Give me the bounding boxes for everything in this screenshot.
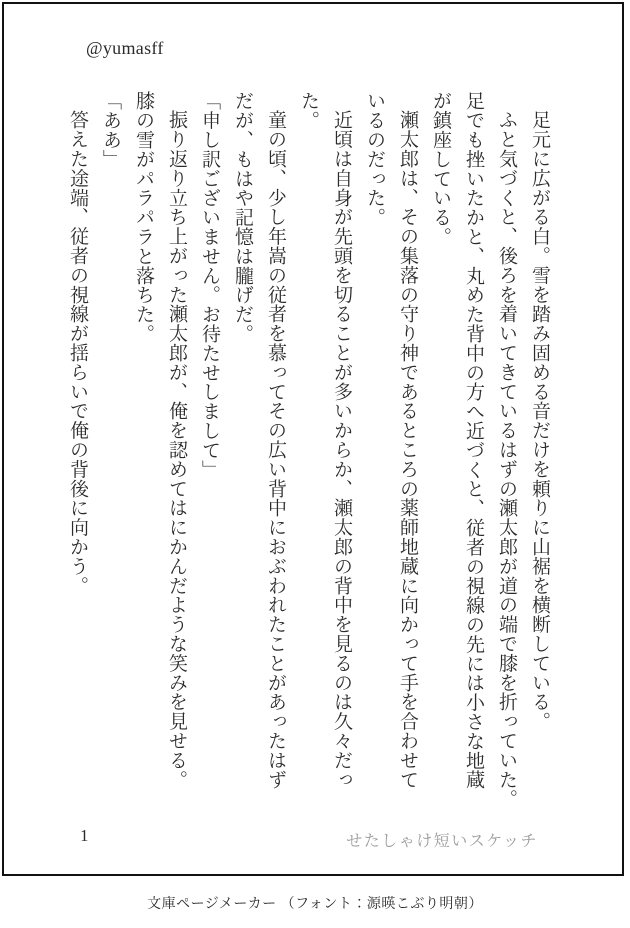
author-handle: @yumasff — [86, 38, 164, 58]
text-column: 「ああ」 — [100, 91, 121, 169]
text-column: 瀬太郎は、その集落の守り神であるところの薬師地蔵に向かって手を合わせて — [397, 110, 418, 789]
text-column: 足でも挫いたかと、丸めた背中の方へ近づくと、従者の視線の先には小さな地蔵 — [463, 91, 484, 790]
page-number: 1 — [80, 826, 89, 845]
text-body — [4, 4, 622, 874]
text-column: 足元に広がる白。雪を踏み固める音だけを頼りに山裾を横断している。 — [529, 110, 550, 731]
page-border-frame — [2, 2, 624, 876]
story-title: せたしゃけ短いスケッチ — [346, 833, 538, 850]
text-column: 振り返り立ち上がった瀬太郎が、俺を認めてはにかんだような笑みを見せる。 — [166, 110, 187, 789]
text-column: 「申し訳ございません。お待たせしまして」 — [199, 91, 220, 479]
text-column: が鎮座している。 — [430, 91, 451, 247]
text-column: た。 — [298, 91, 319, 130]
text-column: 答えた途端、従者の視線が揺らいで俺の背後に向かう。 — [67, 110, 88, 595]
generator-credit: 文庫ページメーカー （フォント：源暎こぶり明朝） — [147, 897, 483, 912]
text-column: 童の頃、少し年嵩の従者を慕ってその広い背中におぶわれたことがあったはず — [265, 110, 286, 789]
text-column: 膝の雪がパラパラと落ちた。 — [133, 91, 154, 344]
text-column: いるのだった。 — [364, 91, 385, 227]
text-column: ふと気づくと、後ろを着いてきているはずの瀬太郎が道の端で膝を折っていた。 — [496, 110, 517, 809]
text-column: 近頃は自身が先頭を切ることが多いからか、瀬太郎の背中を見るのは久々だっ — [331, 110, 352, 789]
text-column: だが、もはや記憶は朧げだ。 — [232, 91, 253, 344]
